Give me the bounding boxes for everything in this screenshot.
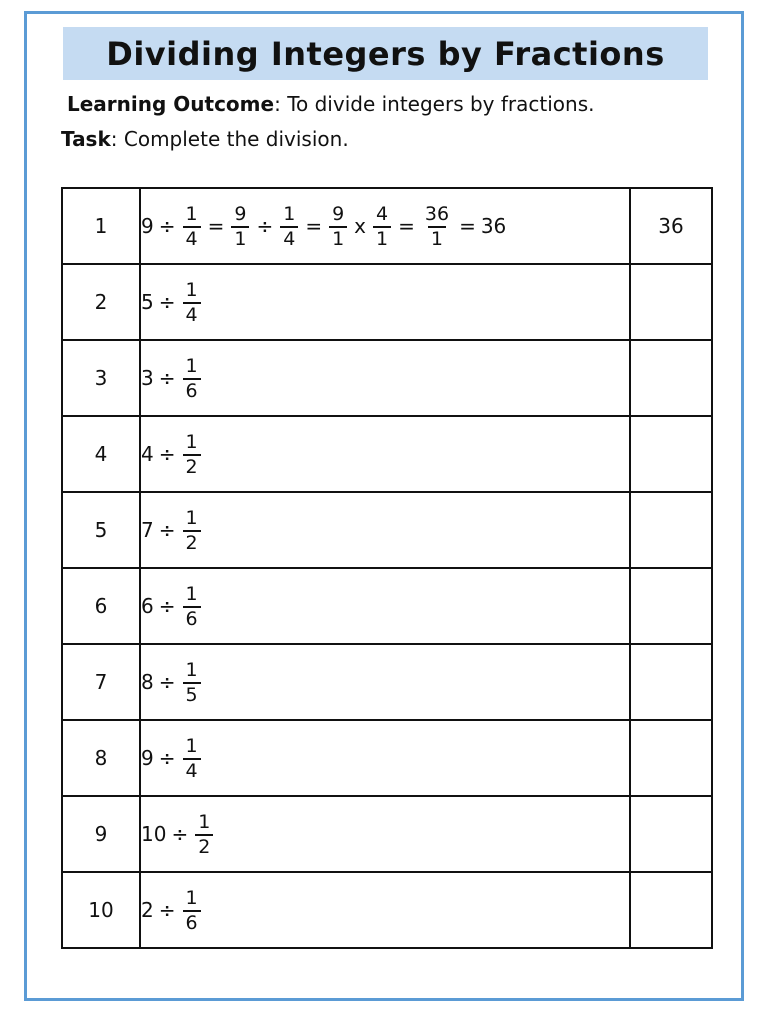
fraction <box>231 204 249 249</box>
question-number: 3 <box>62 340 140 416</box>
division-table <box>61 187 713 949</box>
table-row <box>62 720 712 796</box>
fraction-denominator: 6 <box>183 378 201 401</box>
fraction-denominator: 1 <box>329 226 347 249</box>
fraction-numerator: 1 <box>185 278 198 301</box>
fraction-numerator: 4 <box>376 202 389 225</box>
fraction <box>183 280 201 325</box>
division-expression <box>141 584 203 629</box>
title-banner <box>63 27 708 80</box>
fraction-numerator: 1 <box>185 886 198 909</box>
operator: ÷ <box>158 518 176 542</box>
operator: ÷ <box>256 214 274 238</box>
fraction <box>195 812 213 857</box>
table-row <box>62 416 712 492</box>
learning-outcome-label: Learning Outcome <box>67 92 275 116</box>
fraction-numerator: 1 <box>185 202 198 225</box>
answer-cell[interactable]: 36 <box>630 188 712 264</box>
question-number: 4 <box>62 416 140 492</box>
question-number: 5 <box>62 492 140 568</box>
fraction-denominator: 5 <box>183 682 201 705</box>
fraction-numerator: 1 <box>185 582 198 605</box>
table-row <box>62 568 712 644</box>
answer-cell[interactable] <box>630 644 712 720</box>
integer: 10 <box>141 822 167 846</box>
problem-cell <box>140 720 630 796</box>
division-expression <box>141 660 203 705</box>
answer-cell[interactable] <box>630 416 712 492</box>
fraction <box>183 584 201 629</box>
problem-cell <box>140 644 630 720</box>
answer-cell[interactable] <box>630 492 712 568</box>
integer: 9 <box>141 214 154 238</box>
problem-cell <box>140 492 630 568</box>
table-row <box>62 492 712 568</box>
division-expression <box>141 812 215 857</box>
fraction-denominator: 6 <box>183 910 201 933</box>
answer-cell[interactable] <box>630 872 712 948</box>
fraction <box>329 204 347 249</box>
operator: ÷ <box>158 898 176 922</box>
fraction-numerator: 1 <box>185 658 198 681</box>
page-title: Dividing Integers by Fractions <box>106 34 665 73</box>
answer-cell[interactable] <box>630 340 712 416</box>
fraction <box>183 888 201 933</box>
fraction-numerator: 1 <box>283 202 296 225</box>
fraction-numerator: 1 <box>185 506 198 529</box>
fraction-denominator: 1 <box>231 226 249 249</box>
table-row <box>62 188 712 264</box>
learning-outcome <box>67 92 594 116</box>
table-row <box>62 796 712 872</box>
fraction-denominator: 4 <box>183 758 201 781</box>
fraction <box>183 660 201 705</box>
problem-cell <box>140 264 630 340</box>
problem-cell <box>140 872 630 948</box>
answer-cell[interactable] <box>630 568 712 644</box>
fraction-numerator: 1 <box>185 734 198 757</box>
operator: ÷ <box>171 822 189 846</box>
fraction-denominator: 4 <box>280 226 298 249</box>
fraction-denominator: 2 <box>195 834 213 857</box>
fraction-numerator: 1 <box>198 810 211 833</box>
problem-cell <box>140 340 630 416</box>
fraction <box>183 736 201 781</box>
integer: 4 <box>141 442 154 466</box>
operator: = <box>459 214 476 238</box>
integer: 3 <box>141 366 154 390</box>
fraction-denominator: 2 <box>183 454 201 477</box>
fraction-numerator: 1 <box>185 430 198 453</box>
operator: x <box>354 214 367 238</box>
table-row <box>62 340 712 416</box>
fraction <box>280 204 298 249</box>
task-instruction <box>61 127 349 151</box>
question-number: 7 <box>62 644 140 720</box>
operator: = <box>207 214 225 238</box>
integer: 36 <box>480 214 507 238</box>
fraction-numerator: 9 <box>332 202 345 225</box>
question-number: 2 <box>62 264 140 340</box>
problem-cell <box>140 796 630 872</box>
division-expression <box>141 204 506 249</box>
problem-cell <box>140 568 630 644</box>
integer: 5 <box>141 290 154 314</box>
question-number: 9 <box>62 796 140 872</box>
fraction-numerator: 1 <box>185 354 198 377</box>
operator: ÷ <box>158 746 176 770</box>
fraction-denominator: 1 <box>373 226 391 249</box>
learning-outcome-text: : To divide integers by fractions. <box>274 92 595 116</box>
division-expression <box>141 736 203 781</box>
fraction <box>183 356 201 401</box>
fraction <box>183 508 201 553</box>
table-row <box>62 264 712 340</box>
division-expression <box>141 432 203 477</box>
operator: ÷ <box>158 442 176 466</box>
fraction-denominator: 4 <box>183 226 201 249</box>
answer-cell[interactable] <box>630 796 712 872</box>
fraction-denominator: 6 <box>183 606 201 629</box>
fraction <box>183 204 201 249</box>
fraction <box>183 432 201 477</box>
operator: ÷ <box>158 214 176 238</box>
question-number: 10 <box>62 872 140 948</box>
fraction-numerator: 36 <box>424 202 450 225</box>
question-number: 8 <box>62 720 140 796</box>
question-number: 1 <box>62 188 140 264</box>
fraction <box>373 204 391 249</box>
integer: 7 <box>141 518 154 542</box>
fraction <box>422 204 452 249</box>
division-expression <box>141 508 203 553</box>
operator: = <box>305 214 323 238</box>
table-row <box>62 872 712 948</box>
question-number: 6 <box>62 568 140 644</box>
fraction-denominator: 4 <box>183 302 201 325</box>
task-label: Task <box>61 127 111 151</box>
fraction-numerator: 9 <box>234 202 247 225</box>
division-expression <box>141 888 203 933</box>
integer: 6 <box>141 594 154 618</box>
integer: 2 <box>141 898 154 922</box>
task-text: : Complete the division. <box>110 127 349 151</box>
integer: 8 <box>141 670 154 694</box>
table-row <box>62 644 712 720</box>
answer-cell[interactable] <box>630 720 712 796</box>
answer-cell[interactable] <box>630 264 712 340</box>
operator: ÷ <box>158 670 176 694</box>
fraction-denominator: 2 <box>183 530 201 553</box>
division-table-body <box>62 188 712 948</box>
problem-cell <box>140 188 630 264</box>
division-expression <box>141 280 203 325</box>
integer: 9 <box>141 746 154 770</box>
operator: = <box>398 214 415 238</box>
operator: ÷ <box>158 594 176 618</box>
operator: ÷ <box>158 290 176 314</box>
division-expression <box>141 356 203 401</box>
fraction-denominator: 1 <box>428 226 446 249</box>
problem-cell <box>140 416 630 492</box>
operator: ÷ <box>158 366 176 390</box>
